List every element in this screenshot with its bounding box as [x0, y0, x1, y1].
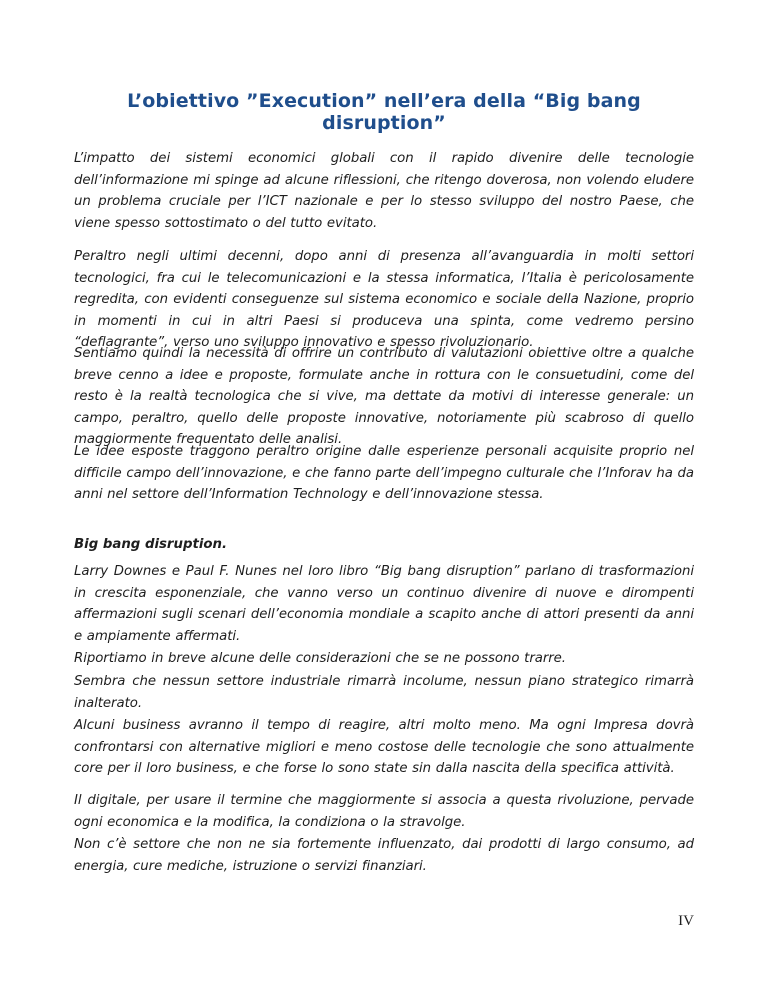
section-paragraph-2: Riportiamo in breve alcune delle considerazioni che se ne possono trarre.: [74, 651, 566, 666]
section-paragraph-3: Sembra che nessun settore industriale rimarrà incolume, nessun piano strategico rimarrà inalterato.: [74, 674, 694, 711]
intro-paragraph-2: Peraltro negli ultimi decenni, dopo anni di presenza all’avanguardia in molti settori tecnologici, fra cui le telecomunicazioni e la stessa informatica, l’Italia è pericolosamente regredita, con evidenti conseguenze sul sistema economico e sociale della Nazione, proprio in momenti in cui in altri Paesi si produceva una spinta, come vedremo persino “deflagrante”, verso uno sviluppo innovativo e spesso rivoluzionario.: [74, 249, 694, 350]
section-paragraph-1: Larry Downes e Paul F. Nunes nel loro libro “Big bang disruption” parlano di trasformazioni in crescita esponenziale, che vanno verso un continuo divenire di nuove e dirompenti affermazioni sugli scenari dell’economia mondiale a scapito anche di attori presenti da anni e ampiamente affermati.: [74, 564, 694, 644]
section-heading: Big bang disruption.: [74, 537, 228, 552]
section-paragraph-5: Il digitale, per usare il termine che maggiormente si associa a questa rivoluzione, pervade ogni economica e la modifica, la condiziona o la stravolge.: [74, 793, 694, 830]
section-paragraph-4: Alcuni business avranno il tempo di reagire, altri molto meno. Ma ogni Impresa dovrà confrontarsi con alternative migliori e meno costose delle tecnologie che sono attualmente core per il loro business, e che forse lo sono state sin dalla nascita della specifica attività.: [74, 718, 694, 776]
intro-paragraph-1: L’impatto dei sistemi economici globali con il rapido divenire delle tecnologie dell’informazione mi spinge ad alcune riflessioni, che ritengo doverosa, non volendo eludere un problema cruciale per l’ICT nazionale e per lo stesso sviluppo del nostro Paese, che viene spesso sottostimato o del tutto evitato.: [74, 151, 694, 231]
intro-paragraph-3: Sentiamo quindi la necessità di offrire un contributo di valutazioni obiettive oltre a qualche breve cenno a idee e proposte, formulate anche in rottura con le consuetudini, come del resto è la realtà tecnologica che si vive, ma dettate da motivi di interesse generale: un campo, peraltro, quello delle proposte innovative, notoriamente più scabroso di quello maggiormente frequentato delle analisi.: [74, 346, 694, 447]
section-paragraph-6: Non c’è settore che non ne sia fortemente influenzato, dai prodotti di largo consumo, ad energia, cure mediche, istruzione o servizi finanziari.: [74, 837, 694, 874]
page-title: L’obiettivo ”Execution” nell’era della “Big bang disruption”: [127, 90, 641, 134]
page-number: IV: [678, 913, 694, 929]
intro-paragraph-4: Le idee esposte traggono peraltro origine dalle esperienze personali acquisite proprio nel difficile campo dell’innovazione, e che fanno parte dell’impegno culturale che l’Inforav ha da anni nel settore dell’Information Technology e dell’innovazione stessa.: [74, 444, 694, 502]
